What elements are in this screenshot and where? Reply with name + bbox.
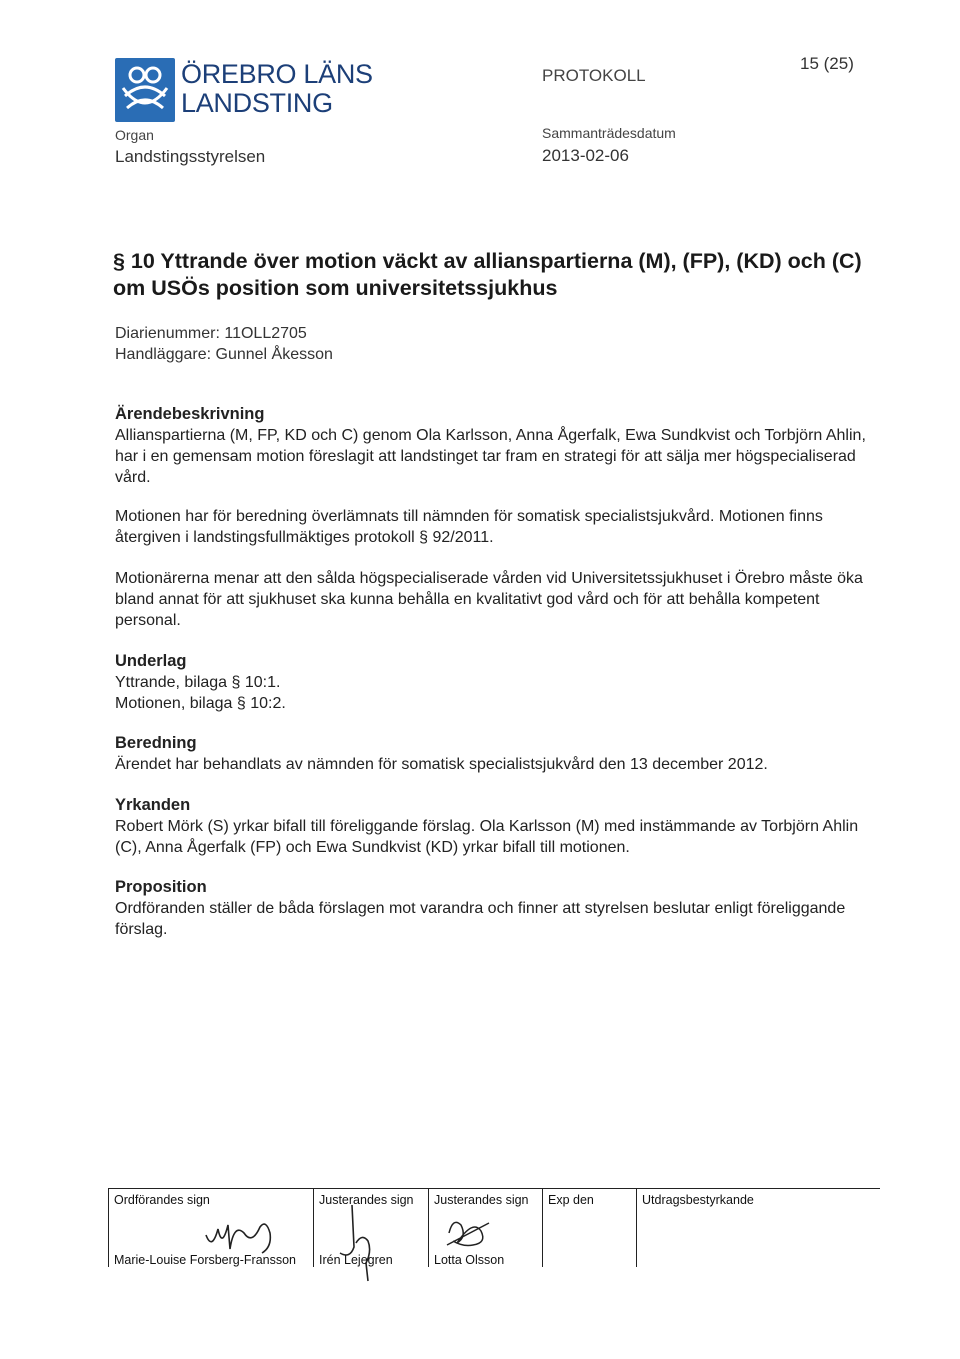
signature-cell-utdragsbestyrkande xyxy=(636,1189,881,1267)
paragraph: Ordföranden ställer de båda förslagen mot varandra och finner att styrelsen beslutar enligt föreliggande förslag. xyxy=(115,900,846,938)
signature-table xyxy=(108,1188,880,1267)
document-type: PROTOKOLL xyxy=(542,66,646,85)
meeting-date-value: 2013-02-06 xyxy=(542,146,629,165)
paragraph: Motionen har för beredning överlämnats till nämnden för somatisk specialistsjukvård. Motionen finns återgiven i landstingsfullmäktiges protokoll § 92/2011. xyxy=(115,508,823,546)
section-heading: Proposition xyxy=(115,878,207,896)
signatory-name: Marie-Louise Forsberg-Fransson xyxy=(114,1253,297,1267)
handlaggare: Handläggare: Gunnel Åkesson xyxy=(115,346,333,363)
handwritten-signature-icon xyxy=(443,1213,493,1253)
signature-cell-exp-den xyxy=(542,1189,637,1267)
section-arendebeskrivning xyxy=(115,404,875,488)
paragraph: Motionärerna menar att den sålda högspecialiserade vården vid Universitetssjukhuset i Örebro måste öka bland annat för att sjukhuset ska kunna behålla en kvalitativt god vård och för att behålla kompetent personal. xyxy=(115,570,863,629)
list-item: Motionen, bilaga § 10:2. xyxy=(115,695,286,712)
section-beredning xyxy=(115,733,875,775)
paragraph: Ärendet har behandlats av nämnden för somatisk specialistsjukvård den 13 december 2012. xyxy=(115,756,768,773)
organ-value: Landstingsstyrelsen xyxy=(115,147,266,166)
section-arende-p2 xyxy=(115,506,875,548)
section-arende-p3 xyxy=(115,568,875,631)
list-item: Yttrande, bilaga § 10:1. xyxy=(115,674,281,691)
section-heading: Yrkanden xyxy=(115,796,191,814)
signature-header: Exp den xyxy=(548,1193,594,1207)
section-heading: Beredning xyxy=(115,734,197,752)
signature-cell-ordforande xyxy=(108,1189,314,1267)
section-proposition xyxy=(115,877,875,940)
section-underlag xyxy=(115,651,875,714)
paragraph: Allianspartierna (M, FP, KD och C) genom Ola Karlsson, Anna Ågerfalk, Ewa Sundkvist och Torbjörn Ahlin, har i en gemensam motion föreslagit att landstinget tar fram en strategi för att sälja mer högspecialiserad vård. xyxy=(115,427,866,486)
signature-cell-justerande-2 xyxy=(428,1189,543,1267)
page-number: 15 (25) xyxy=(800,54,854,73)
diarienummer: Diarienummer: 11OLL2705 xyxy=(115,325,307,342)
section-heading: Underlag xyxy=(115,652,187,670)
org-name-line2: LANDSTING xyxy=(181,88,333,118)
org-name-line1: ÖREBRO LÄNS xyxy=(181,59,373,89)
signature-header: Justerandes sign xyxy=(434,1193,529,1207)
landsting-logo-icon xyxy=(115,58,175,122)
handwritten-signature-icon xyxy=(332,1203,392,1283)
section-yrkanden xyxy=(115,795,875,858)
case-meta xyxy=(115,323,333,365)
signature-header: Justerandes sign xyxy=(319,1193,414,1207)
paragraph: Robert Mörk (S) yrkar bifall till föreliggande förslag. Ola Karlsson (M) med instämmande av Torbjörn Ahlin (C), Anna Ågerfalk (FP) och Ewa Sundkvist (KD) yrkar bifall till motionen. xyxy=(115,818,859,856)
org-name xyxy=(181,60,373,118)
organ-label: Organ xyxy=(115,127,154,143)
signature-header: Ordförandes sign xyxy=(114,1193,210,1207)
signatory-name: Lotta Olsson xyxy=(434,1253,505,1267)
meeting-date-label: Sammanträdesdatum xyxy=(542,125,676,141)
signature-cell-justerande-1 xyxy=(313,1189,429,1267)
signatory-name: Irén Lejegren xyxy=(319,1253,393,1267)
section-heading: Ärendebeskrivning xyxy=(115,405,265,423)
page-title: § 10 Yttrande över motion väckt av allianspartierna (M), (FP), (KD) och (C) om USÖs position som universitetssjukhus xyxy=(113,249,862,300)
signature-header: Utdragsbestyrkande xyxy=(642,1193,754,1207)
